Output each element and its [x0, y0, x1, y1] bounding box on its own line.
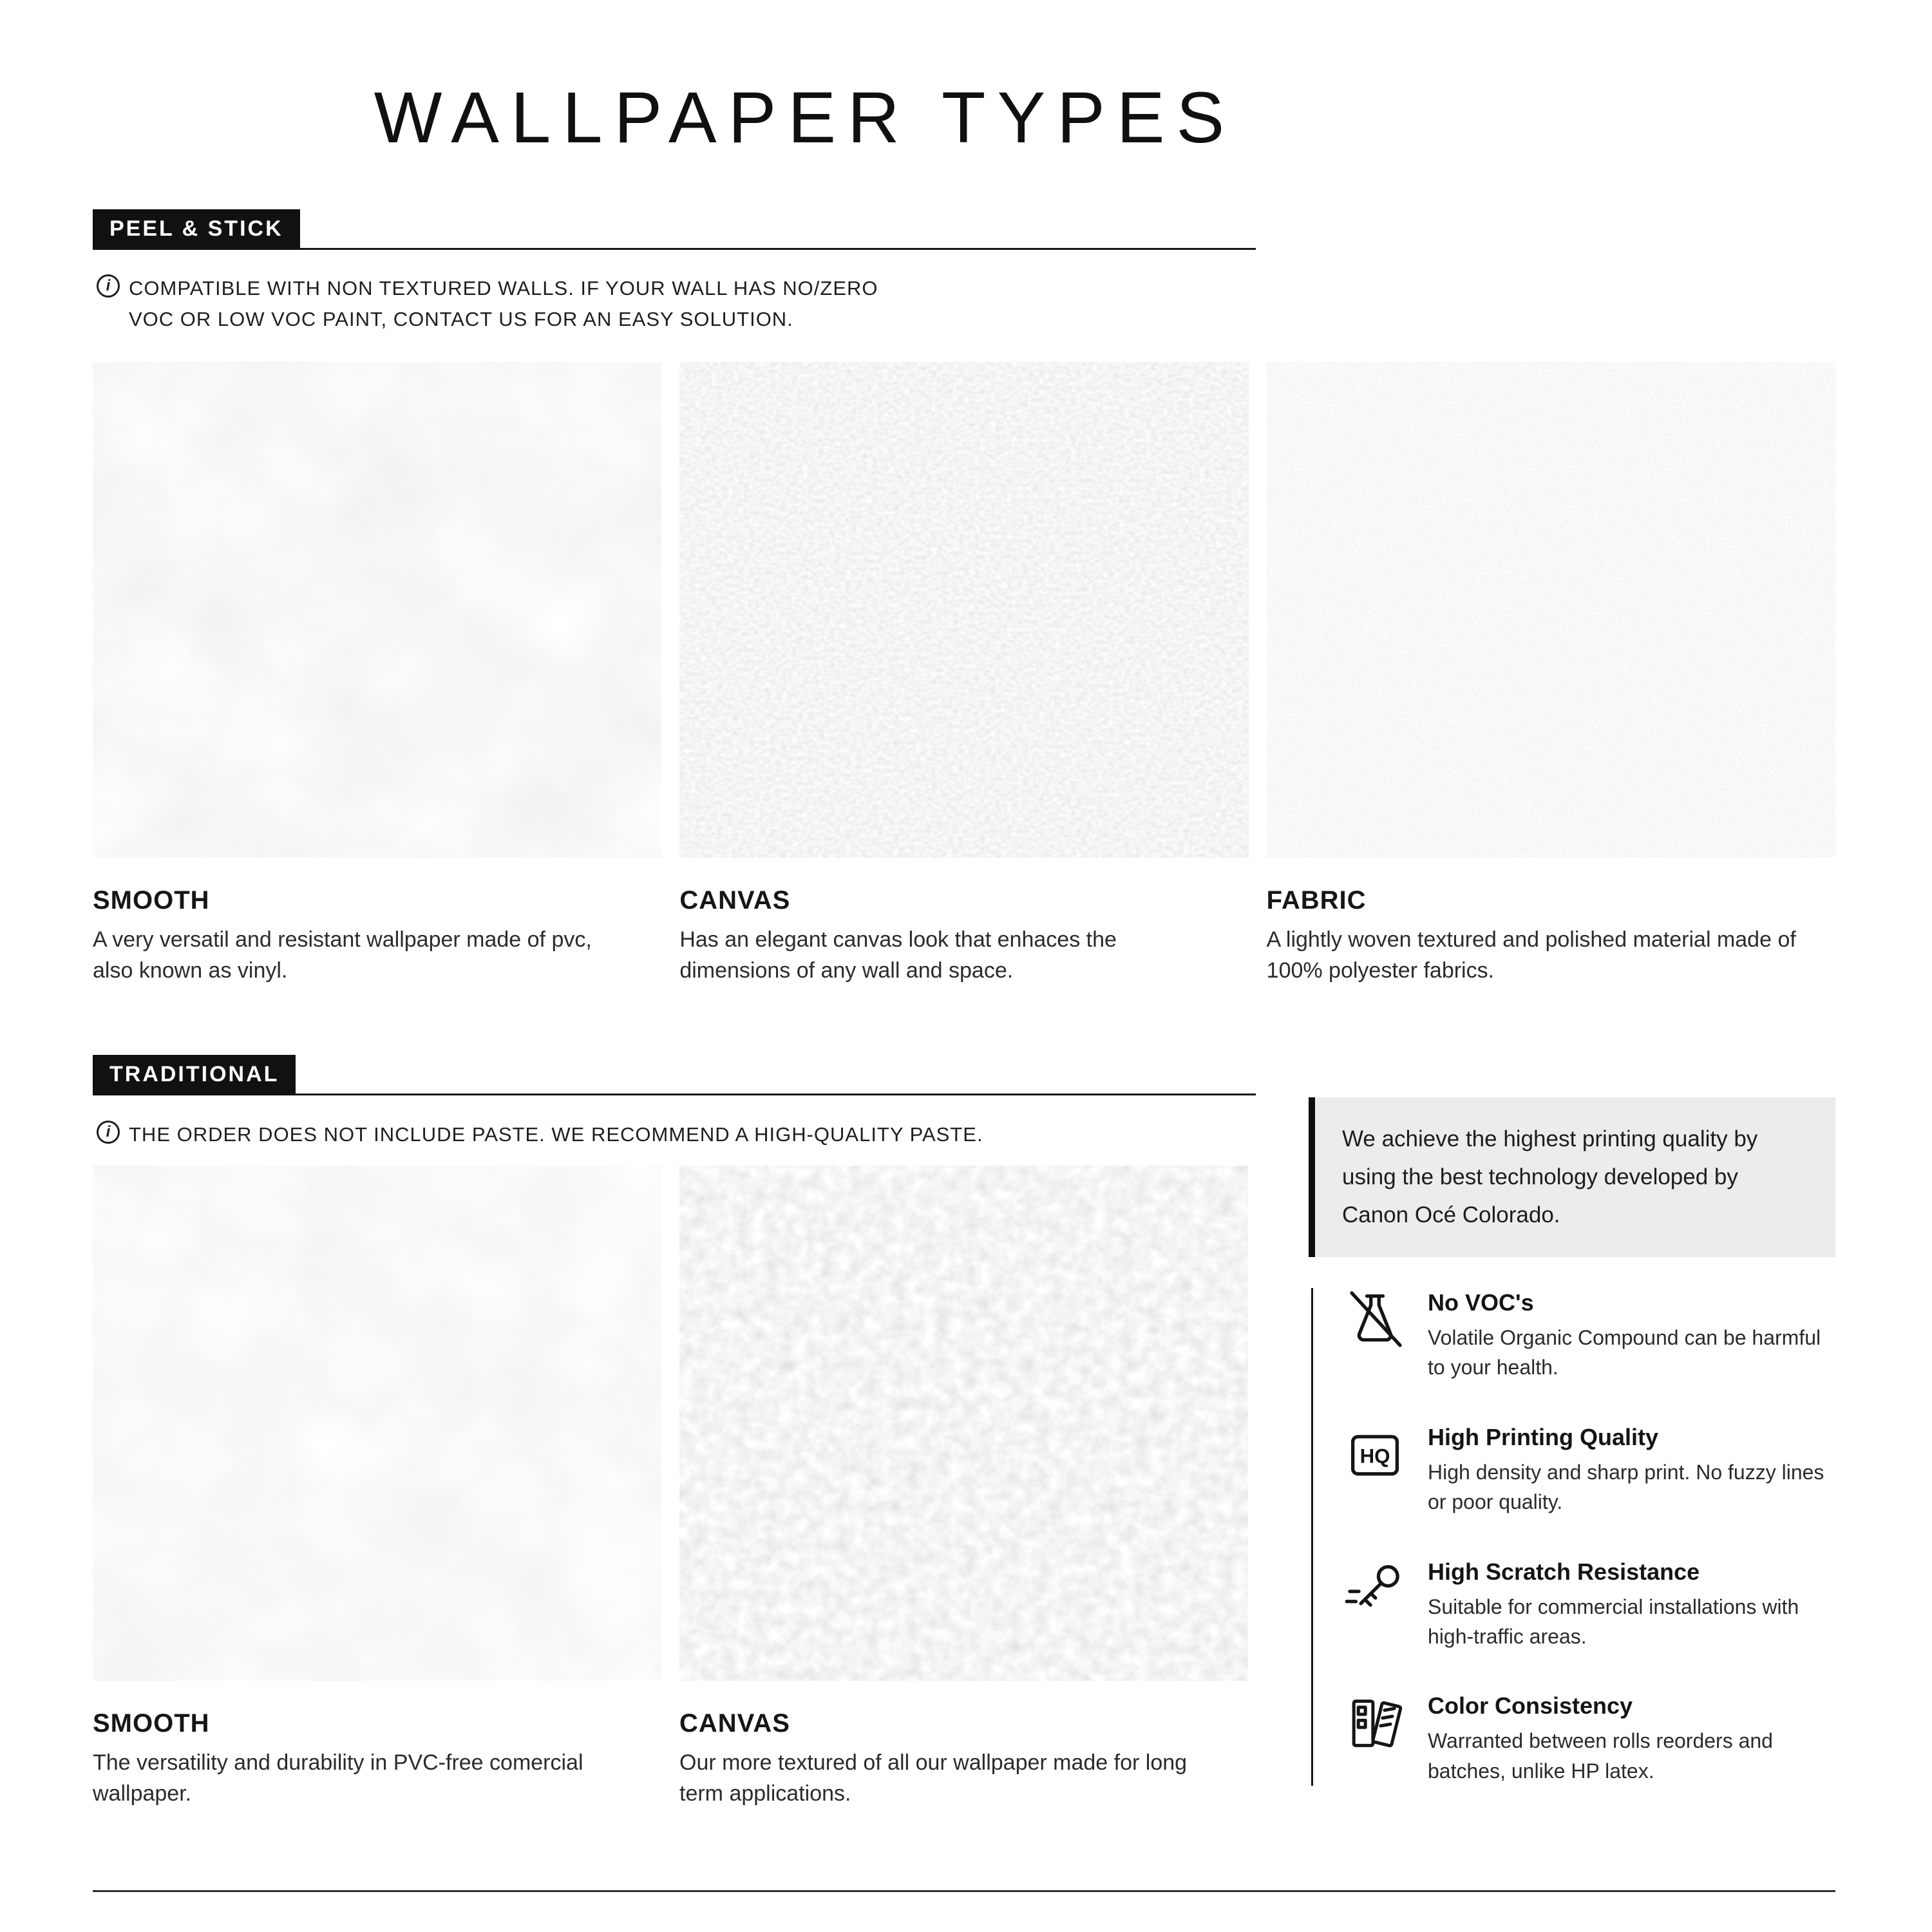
peel-stick-swatch-row: [93, 362, 1835, 987]
peel-stick-note-text: [129, 273, 878, 335]
swatch-description-smooth: A very versatil and resistant wallpaper made of pvc, also known as vinyl.: [93, 927, 592, 983]
feature-title: Color Consistency: [1428, 1692, 1633, 1719]
traditional-section-header: [93, 1055, 1256, 1095]
swatch-title-fabric: FABRIC: [1266, 886, 1367, 914]
traditional-note: [97, 1119, 983, 1150]
swatch-description-canvas: Has an elegant canvas look that enhaces the dimensions of any wall and space.: [679, 927, 1117, 983]
feature-text: [1428, 1557, 1835, 1652]
hq-icon-label: HQ: [1359, 1444, 1390, 1468]
no-voc-icon: [1343, 1288, 1407, 1352]
feature-title: High Scratch Resistance: [1428, 1558, 1700, 1585]
traditional-note-text: [129, 1119, 983, 1150]
feature-text: [1428, 1288, 1835, 1383]
feature-color-consistency: [1343, 1691, 1835, 1786]
swatch-column-canvas-traditional: [679, 1166, 1248, 1810]
key-icon: [1343, 1557, 1407, 1622]
traditional-swatch-row: [93, 1166, 1248, 1810]
swatch-column-fabric: [1267, 362, 1835, 987]
bottom-divider: [93, 1890, 1835, 1892]
swatch-description-smooth-traditional: The versatility and durability in PVC-free comercial wallpaper.: [93, 1750, 583, 1806]
feature-list: [1311, 1288, 1835, 1786]
feature-text: [1428, 1423, 1835, 1517]
note-line-2: VOC OR LOW VOC PAINT, CONTACT US FOR AN EASY SOLUTION.: [129, 308, 793, 331]
traditional-label: TRADITIONAL: [93, 1055, 296, 1095]
swatch-title-smooth: SMOOTH: [93, 886, 210, 914]
swatch-description-fabric: A lightly woven textured and polished material made of 100% polyester fabrics.: [1266, 927, 1796, 983]
feature-description: Volatile Organic Compound can be harmful to your health.: [1428, 1326, 1821, 1379]
swatch-description-canvas-traditional: Our more textured of all our wallpaper made for long term applications.: [679, 1750, 1188, 1806]
swatch-title-canvas-traditional: CANVAS: [679, 1709, 790, 1738]
note-line-1: THE ORDER DOES NOT INCLUDE PASTE. WE RECOMMEND A HIGH-QUALITY PASTE.: [129, 1123, 983, 1146]
feature-title: No VOC's: [1428, 1289, 1534, 1316]
feature-text: [1428, 1691, 1835, 1786]
peel-stick-section-header: [93, 209, 1256, 250]
peel-stick-label: PEEL & STICK: [93, 209, 300, 250]
smooth-vinyl-texture-image: [93, 362, 661, 858]
feature-description: Suitable for commercial installations with high-traffic areas.: [1428, 1595, 1799, 1648]
feature-title: High Printing Quality: [1428, 1423, 1658, 1450]
info-icon: i: [97, 1121, 120, 1144]
feature-no-voc: [1343, 1288, 1835, 1383]
peel-stick-note: [97, 273, 878, 335]
feature-description: Warranted between rolls reorders and batches, unlike HP latex.: [1428, 1729, 1773, 1783]
hq-icon: [1343, 1423, 1407, 1487]
swatch-title-canvas: CANVAS: [679, 886, 791, 914]
feature-high-printing-quality: [1343, 1423, 1835, 1517]
canvas-texture-image: [679, 362, 1248, 858]
peel-stick-rule: [300, 248, 1256, 250]
swatch-column-canvas: [679, 362, 1248, 987]
rough-canvas-texture-image: [679, 1166, 1248, 1681]
page-title: WALLPAPER TYPES: [374, 77, 1236, 158]
info-icon: i: [97, 274, 120, 298]
swatch-column-smooth-traditional: [93, 1166, 661, 1810]
feature-scratch-resistance: [1343, 1557, 1835, 1652]
swatch-title-smooth-traditional: SMOOTH: [93, 1709, 210, 1738]
note-line-1: COMPATIBLE WITH NON TEXTURED WALLS. IF YOUR WALL HAS NO/ZERO: [129, 277, 878, 299]
smooth-paper-texture-image: [93, 1166, 661, 1681]
fabric-texture-image: [1267, 362, 1835, 858]
feature-description: High density and sharp print. No fuzzy lines or poor quality.: [1428, 1460, 1824, 1514]
traditional-rule: [296, 1094, 1256, 1095]
swatch-column-smooth: [93, 362, 661, 987]
printing-quality-callout: We achieve the highest printing quality by using the best technology developed by Canon Océ Colorado.: [1309, 1097, 1835, 1257]
color-swatch-icon: [1343, 1691, 1407, 1756]
